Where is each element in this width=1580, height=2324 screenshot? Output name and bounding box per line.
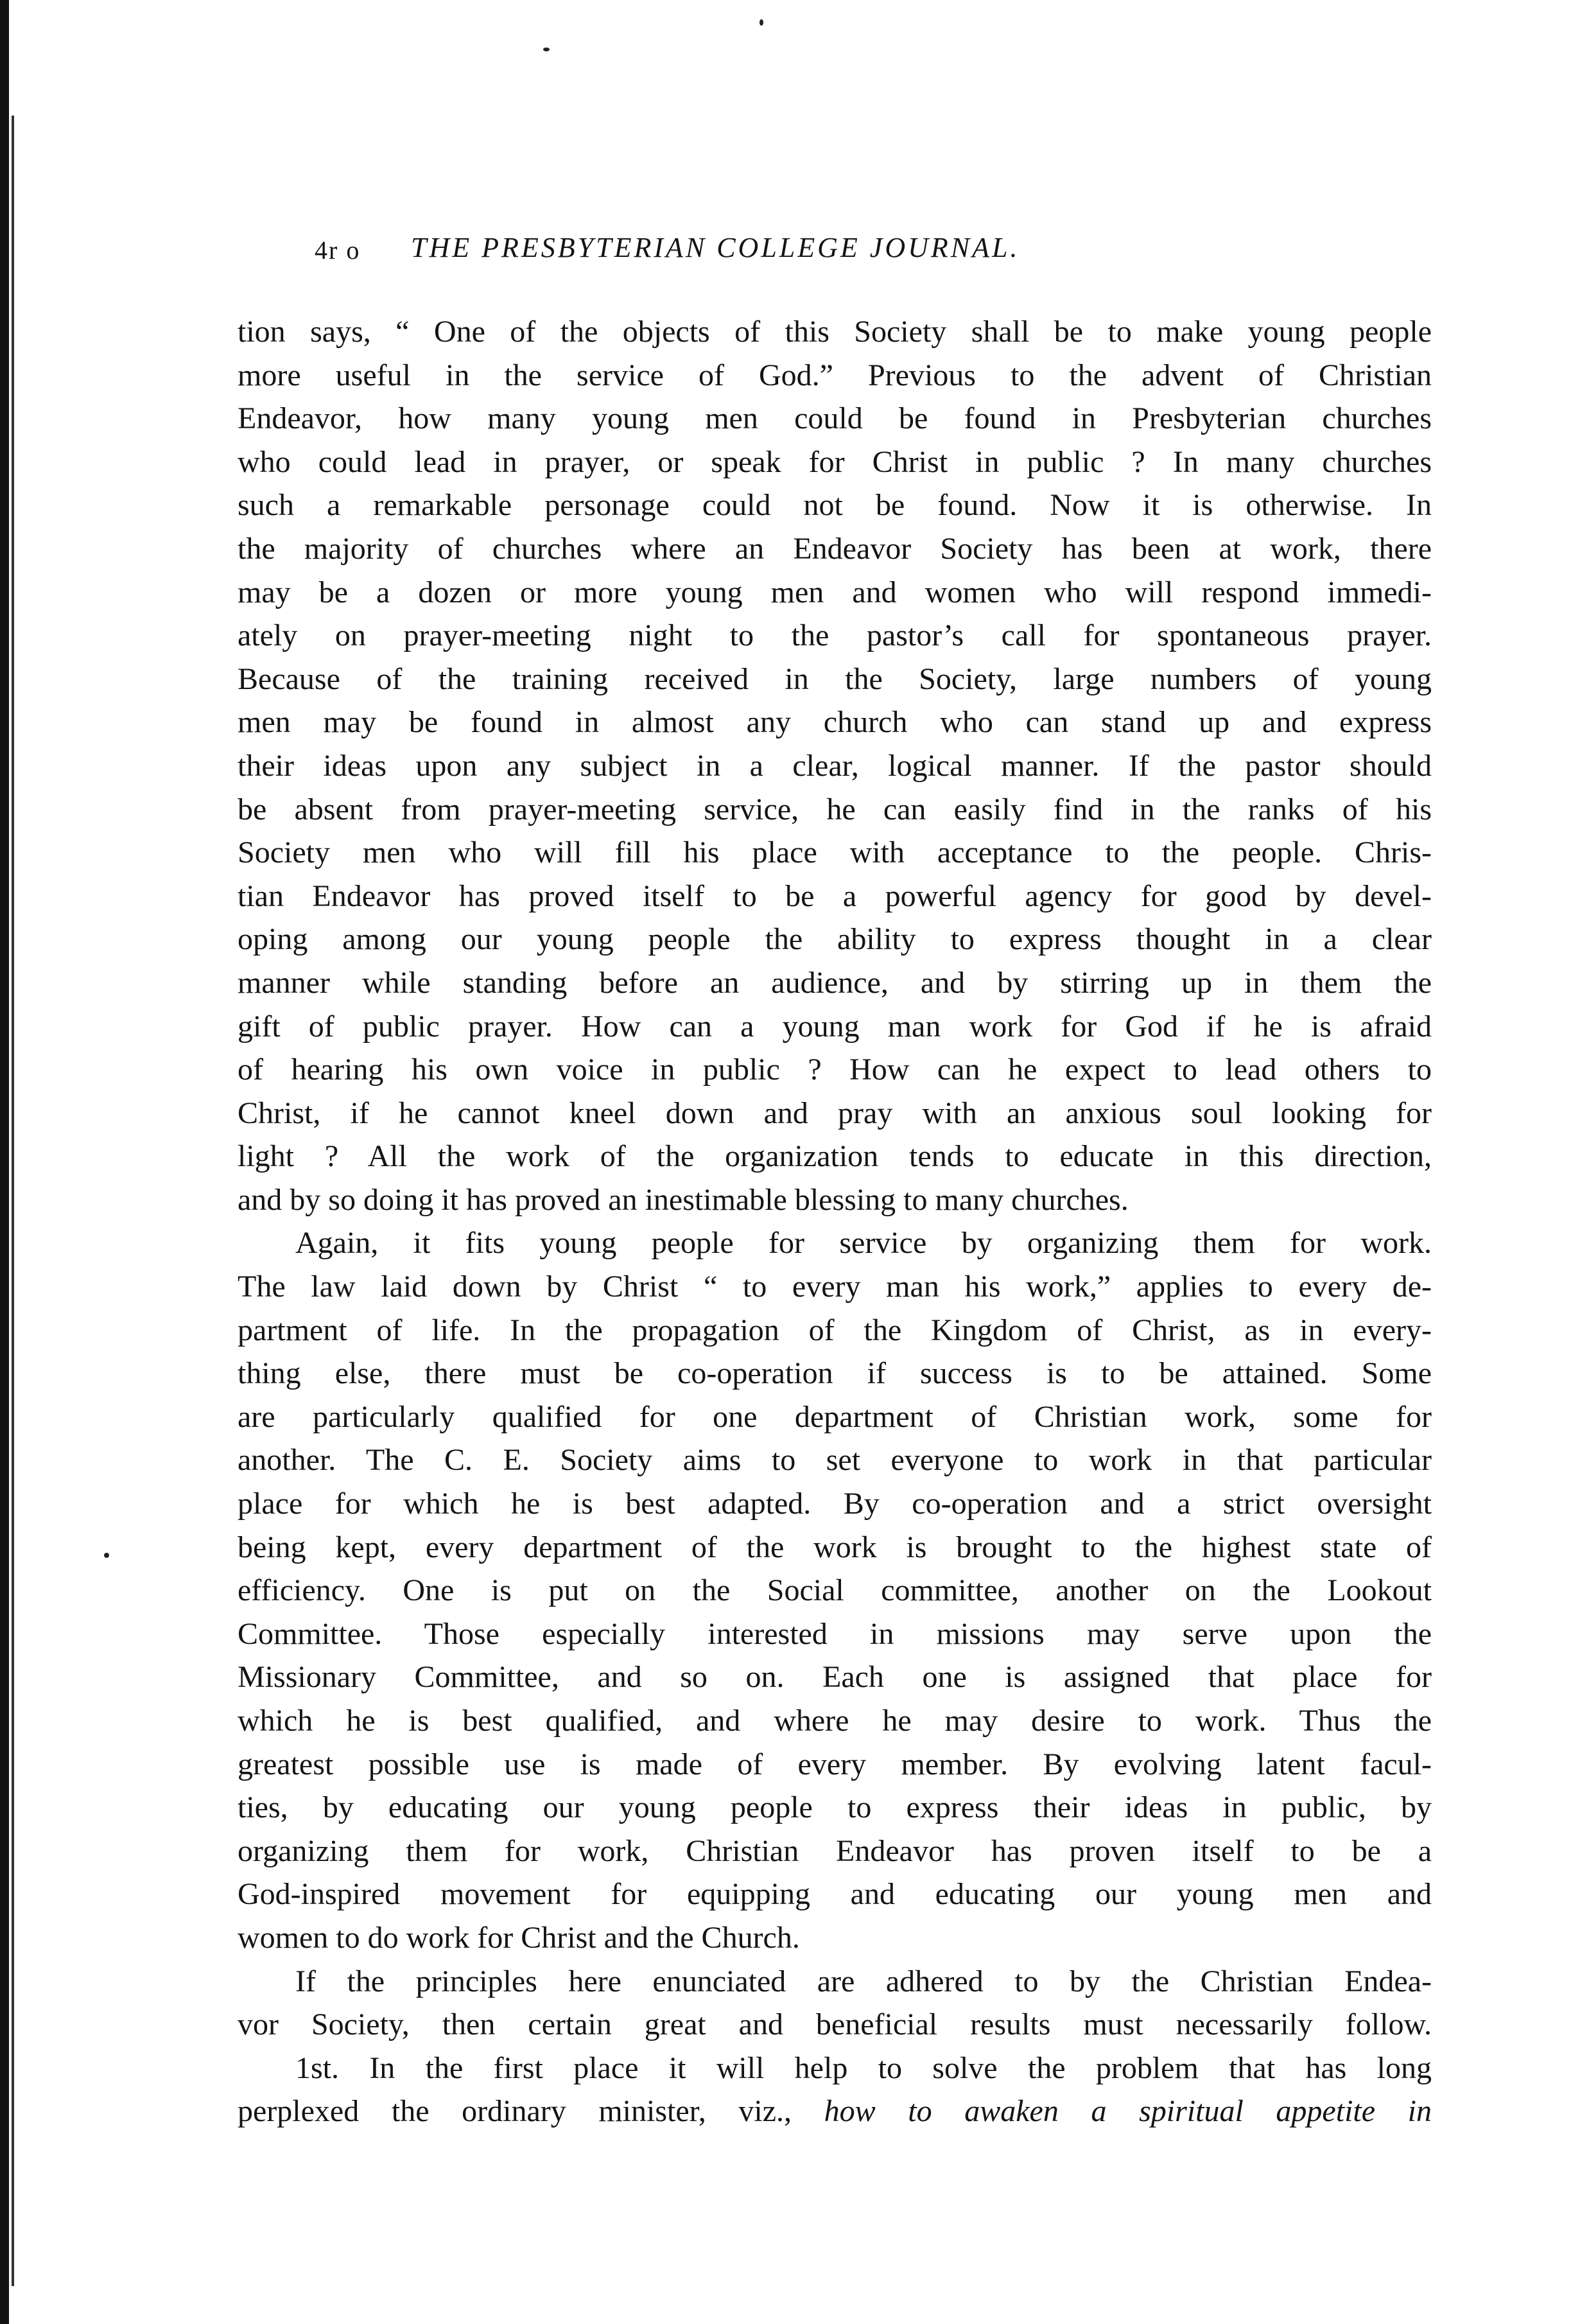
text-line: Committee. Those especially interested in missions may serve upon the: [238, 1616, 1432, 1651]
text-line: being kept, every department of the work is brought to the highest state of: [238, 1530, 1432, 1564]
text-line: such a remarkable personage could not be found. Now it is otherwise. In: [238, 488, 1432, 523]
text-line: greatest possible use is made of every member. By evolving latent facul-: [238, 1747, 1432, 1781]
body-text: [238, 310, 1432, 2133]
page-number: 4r o: [315, 236, 361, 265]
text-line: men may be found in almost any church who can stand up and express: [238, 705, 1432, 740]
text-line: their ideas upon any subject in a clear, logical manner. If the pastor should: [238, 748, 1432, 783]
text-line: may be a dozen or more young men and women who will respond immedi-: [238, 575, 1432, 609]
text-line: Endeavor, how many young men could be found in Presbyterian churches: [238, 401, 1432, 436]
page-binding-edge: [0, 0, 9, 2324]
text-line: If the principles here enunciated are adhered to by the Christian Endea-: [295, 1964, 1432, 1998]
text-line: vor Society, then certain great and beneficial results must necessarily follow.: [238, 2007, 1432, 2042]
text-line: who could lead in prayer, or speak for Christ in public ? In many churches: [238, 444, 1432, 479]
text-line: are particularly qualified for one department of Christian work, some for: [238, 1399, 1432, 1434]
text-line: Again, it fits young people for service by organizing them for work.: [295, 1226, 1432, 1261]
text-line: more useful in the service of God.” Previous to the advent of Christian: [238, 358, 1432, 392]
text-line: tion says, “ One of the objects of this Society shall be to make young people: [238, 315, 1432, 349]
text-line: efficiency. One is put on the Social committee, another on the Lookout: [238, 1573, 1432, 1608]
text-line: Christ, if he cannot kneel down and pray with an anxious soul looking for: [238, 1096, 1432, 1130]
text-line: which he is best qualified, and where he may desire to work. Thus the: [238, 1704, 1432, 1738]
text-line: Society men who will fill his place with acceptance to the people. Chris-: [238, 835, 1432, 870]
text-line: the majority of churches where an Endeavor Society has been at work, there: [238, 531, 1432, 566]
text-line: 1st. In the first place it will help to solve the problem that has long: [295, 2050, 1432, 2085]
running-title: THE PRESBYTERIAN COLLEGE JOURNAL.: [411, 232, 1020, 263]
text-line: another. The C. E. Society aims to set everyone to work in that particular: [238, 1443, 1432, 1478]
page-header: [238, 231, 1432, 276]
text-line: thing else, there must be co-operation if success is to be attained. Some: [238, 1356, 1432, 1391]
text-line: gift of public prayer. How can a young man work for God if he is afraid: [238, 1009, 1432, 1044]
text-line: The law laid down by Christ “ to every man his work,” applies to every de-: [238, 1270, 1432, 1304]
text-line: Missionary Committee, and so on. Each one is assigned that place for: [238, 1660, 1432, 1695]
ink-speck: [760, 19, 763, 26]
italic-phrase: how to awaken a spiritual appetite in: [824, 2094, 1432, 2129]
page-binding-shadow: [12, 116, 14, 2286]
text-line: partment of life. In the propagation of the Kingdom of Christ, as in every-: [238, 1313, 1432, 1347]
text-line: organizing them for work, Christian Endeavor has proven itself to be a: [238, 1833, 1432, 1868]
text-line: ately on prayer-meeting night to the pastor’s call for spontaneous prayer.: [238, 618, 1432, 653]
text-run: perplexed the ordinary minister, viz.,: [238, 2094, 824, 2129]
text-line: Because of the training received in the Society, large numbers of young: [238, 661, 1432, 696]
text-line: be absent from prayer-meeting service, he can easily find in the ranks of his: [238, 792, 1432, 826]
text-line: ties, by educating our young people to express their ideas in public, by: [238, 1790, 1432, 1825]
text-line: tian Endeavor has proved itself to be a powerful agency for good by devel-: [238, 878, 1432, 913]
text-line: women to do work for Christ and the Church.: [238, 1920, 800, 1955]
ink-speck: [104, 1553, 109, 1558]
ink-speck: [543, 48, 550, 51]
text-line-final: [238, 2090, 1432, 2133]
text-line: and by so doing it has proved an inestimable blessing to many churches.: [238, 1182, 1129, 1217]
text-line: oping among our young people the ability to express thought in a clear: [238, 922, 1432, 957]
text-line: place for which he is best adapted. By co-operation and a strict oversight: [238, 1487, 1432, 1521]
text-line: light ? All the work of the organization tends to educate in this direction,: [238, 1139, 1432, 1174]
text-line: of hearing his own voice in public ? How can he expect to lead others to: [238, 1053, 1432, 1087]
text-line: manner while standing before an audience, and by stirring up in them the: [238, 965, 1432, 1000]
text-line: God-inspired movement for equipping and educating our young men and: [238, 1877, 1432, 1912]
